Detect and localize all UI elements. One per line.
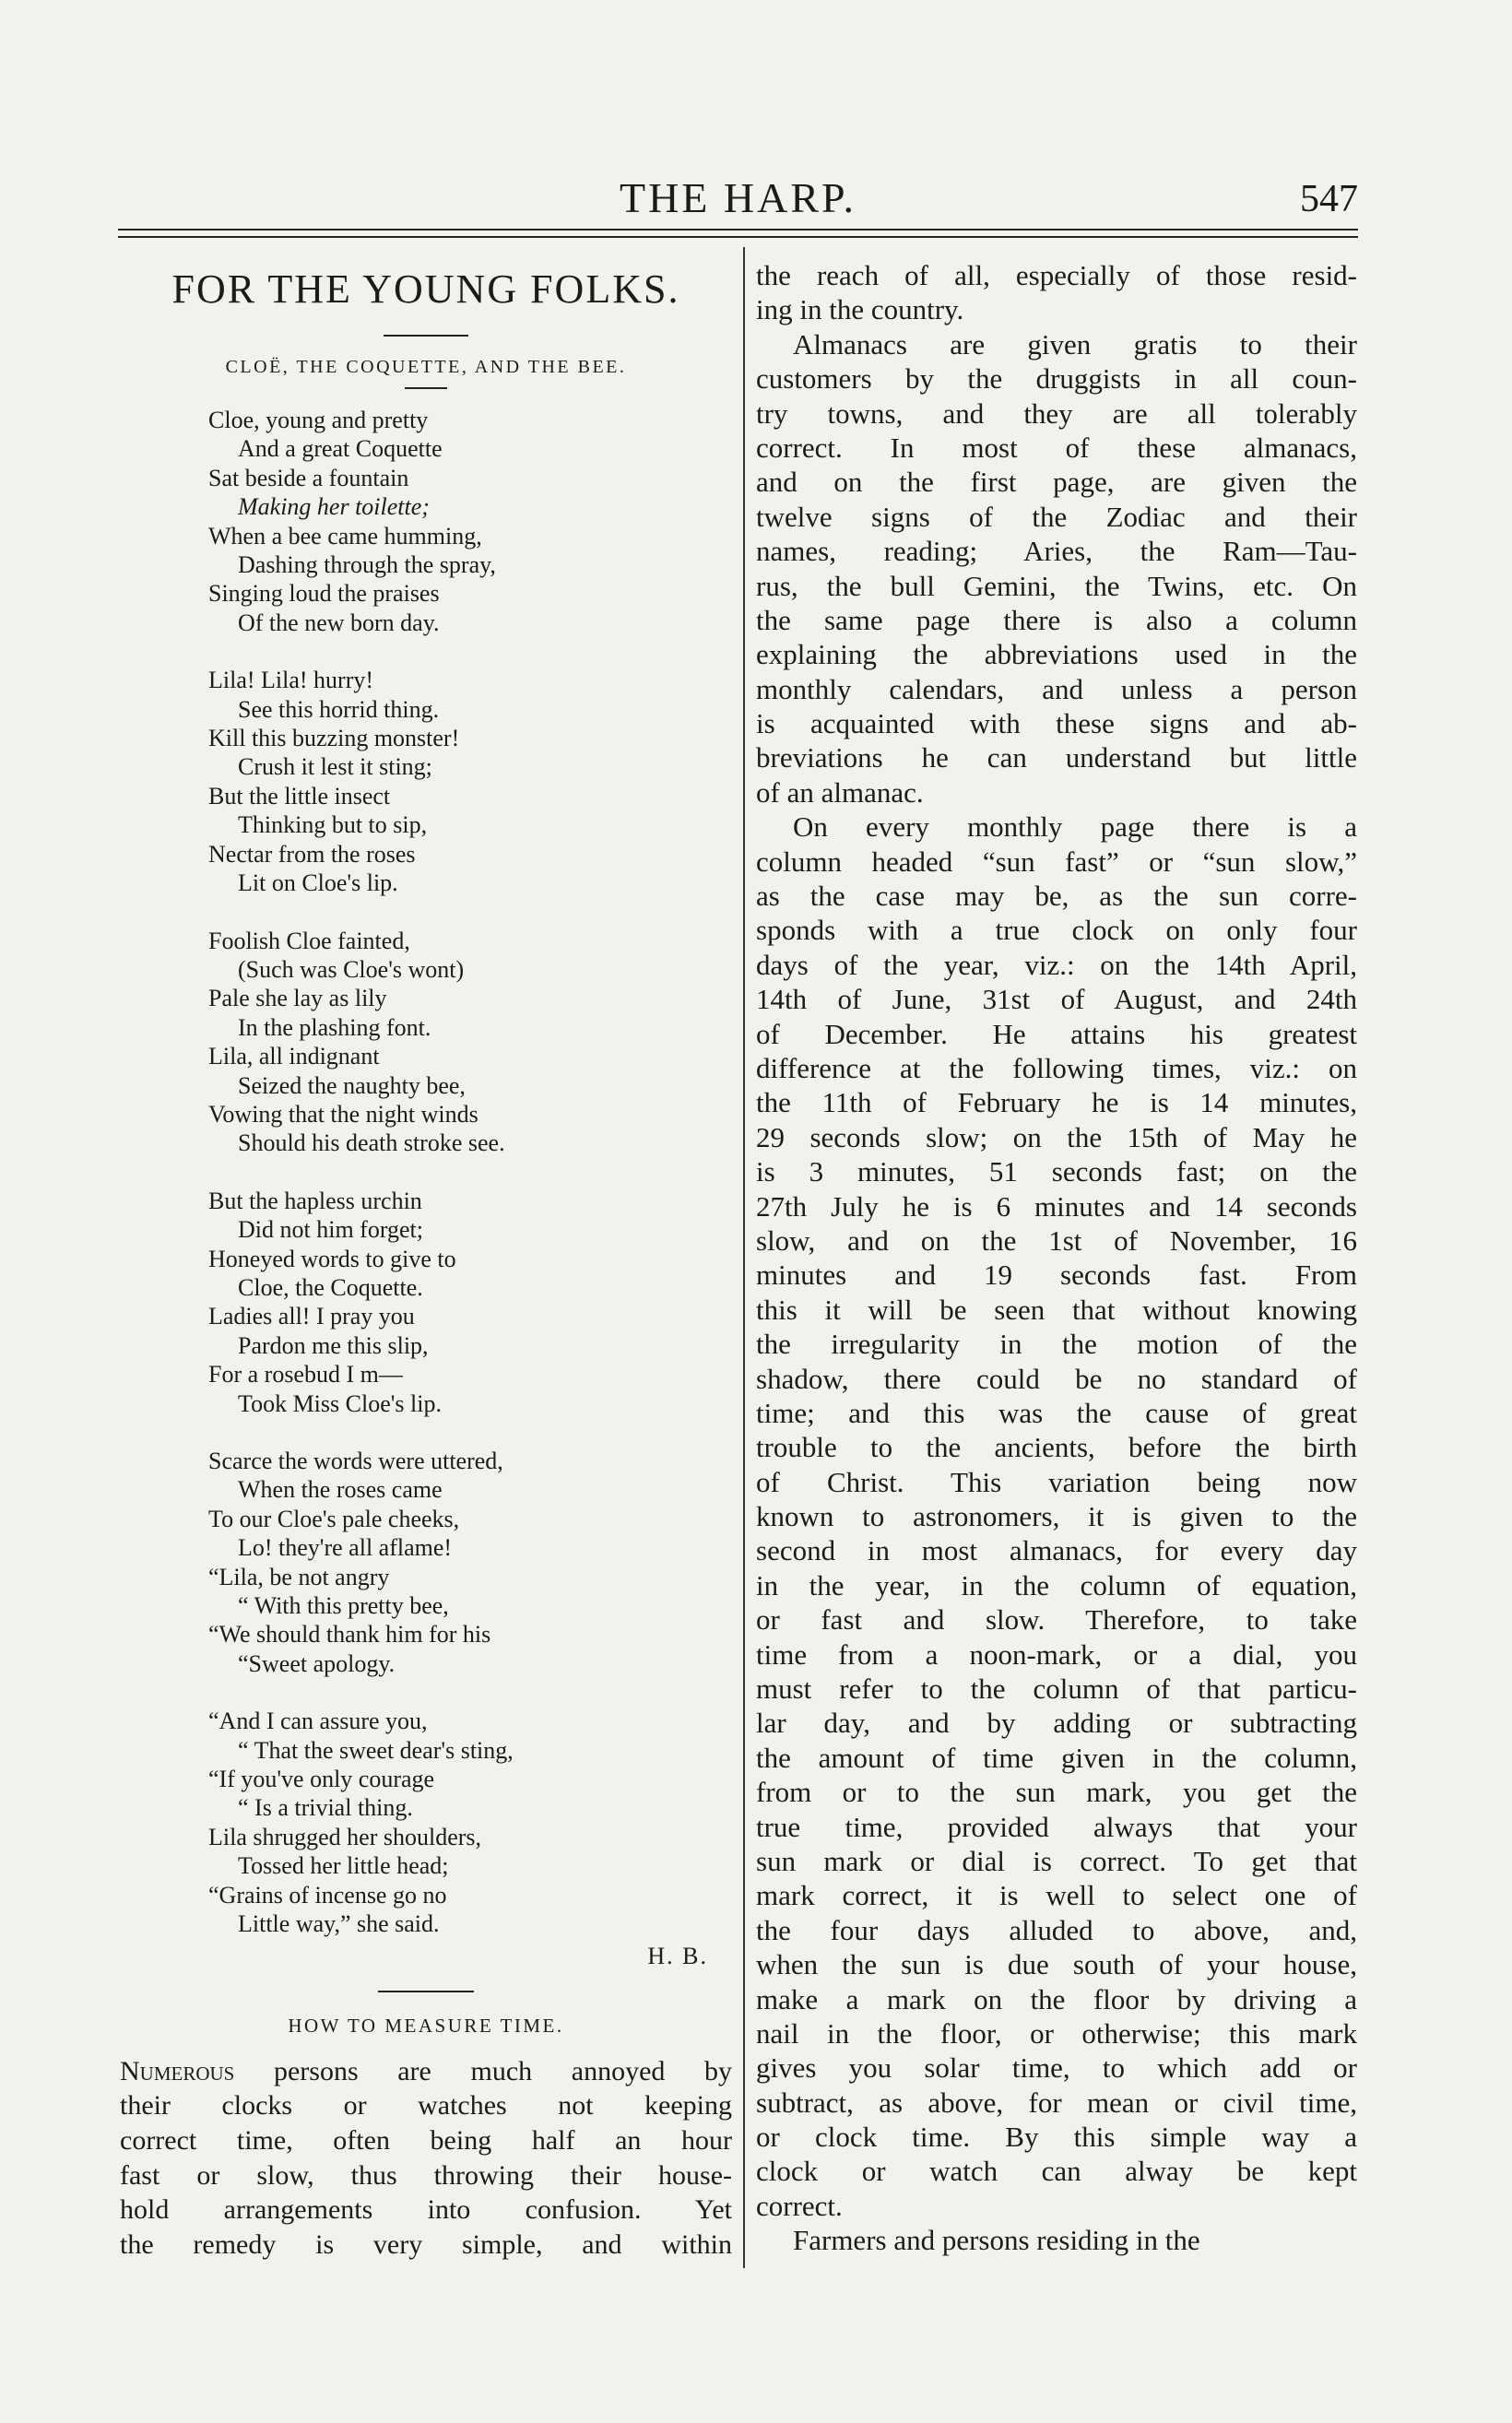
article-line: On every monthly page there is a bbox=[793, 810, 1357, 844]
article-line: the amount of time given in the column, bbox=[756, 1741, 1357, 1774]
poem bbox=[208, 406, 732, 1939]
poem-line: Crush it lest it sting; bbox=[238, 753, 432, 781]
poem-title-rule bbox=[405, 387, 447, 389]
poem-stanza bbox=[208, 1447, 732, 1678]
article-line: slow, and on the 1st of November, 16 bbox=[756, 1223, 1357, 1257]
poem-line: “If you've only courage bbox=[208, 1766, 435, 1793]
poem-line: Little way,” she said. bbox=[238, 1910, 440, 1938]
article-line-text: persons are much annoyed by bbox=[234, 2055, 732, 2086]
article-line: make a mark on the floor by driving a bbox=[756, 1982, 1357, 2015]
article-line: 27th July he is 6 minutes and 14 seconds bbox=[756, 1189, 1357, 1223]
poem-line: Thinking but to sip, bbox=[238, 811, 428, 839]
article-line: as the case may be, as the sun corre- bbox=[756, 880, 1357, 913]
article-line: of December. He attains his greatest bbox=[756, 1017, 1357, 1050]
article-line: second in most almanacs, for every day bbox=[756, 1534, 1357, 1567]
article-line: from or to the sun mark, you get the bbox=[756, 1776, 1357, 1809]
article-body bbox=[120, 2054, 732, 2263]
article-line: the reach of all, especially of those resid- bbox=[756, 259, 1357, 291]
article-line: minutes and 19 seconds fast. From bbox=[756, 1259, 1357, 1292]
poem-line: And a great Coquette bbox=[238, 435, 443, 463]
article-line: the same page there is also a column bbox=[756, 603, 1357, 636]
poem-line: Lila shrugged her shoulders, bbox=[208, 1823, 482, 1850]
poem-line: But the little insect bbox=[208, 782, 391, 810]
poem-line: Nectar from the roses bbox=[208, 840, 416, 868]
poem-line: Foolish Cloe fainted, bbox=[208, 927, 410, 954]
article-line: of an almanac. bbox=[756, 775, 924, 809]
article-first-word: Numerous bbox=[120, 2055, 235, 2086]
poem-line: “ With this pretty bee, bbox=[238, 1592, 449, 1620]
poem-stanza bbox=[208, 1187, 732, 1418]
poem-line: Pardon me this slip, bbox=[238, 1331, 429, 1359]
article-paragraph bbox=[756, 327, 1357, 810]
article-line: the remedy is very simple, and within bbox=[120, 2228, 732, 2260]
article-line: the 11th of February he is 14 minutes, bbox=[756, 1086, 1357, 1119]
article-line: rus, the bull Gemini, the Twins, etc. On bbox=[756, 569, 1357, 602]
article-line: correct. In most of these almanacs, bbox=[756, 431, 1357, 464]
article-line: Farmers and persons residing in the bbox=[793, 2224, 1200, 2257]
article-line: true time, provided always that your bbox=[756, 1810, 1357, 1843]
article-line: lar day, and by adding or subtracting bbox=[756, 1707, 1357, 1740]
article-line: or fast and slow. Therefore, to take bbox=[756, 1603, 1357, 1637]
poem-line: Did not him forget; bbox=[238, 1216, 424, 1244]
article-line: ing in the country. bbox=[756, 293, 964, 326]
article-line: 29 seconds slow; on the 15th of May he bbox=[756, 1120, 1357, 1153]
article-line: column headed “sun fast” or “sun slow,” bbox=[756, 845, 1357, 878]
article-line: explaining the abbreviations used in the bbox=[756, 638, 1357, 671]
article-line: the four days alluded to above, and, bbox=[756, 1913, 1357, 1946]
poem-line: “Sweet apology. bbox=[238, 1649, 396, 1677]
poem-line: Seized the naughty bee, bbox=[238, 1071, 466, 1099]
poem-line: Tossed her little head; bbox=[238, 1852, 449, 1880]
poem-title: CLOË, THE COQUETTE, AND THE BEE. bbox=[225, 357, 627, 377]
poem-line: See this horrid thing. bbox=[238, 695, 440, 723]
poem-line: Lo! they're all aflame! bbox=[238, 1534, 453, 1562]
poem-line: Lila, all indignant bbox=[208, 1043, 380, 1070]
publication-title: THE HARP. bbox=[619, 174, 857, 221]
article-paragraph bbox=[756, 810, 1357, 2223]
poem-line: “We should thank him for his bbox=[208, 1621, 491, 1649]
poem-line: To our Cloe's pale cheeks, bbox=[208, 1505, 460, 1532]
article-line: subtract, as above, for mean or civil time, bbox=[756, 2086, 1357, 2119]
article-line: trouble to the ancients, before the birth bbox=[756, 1431, 1357, 1464]
article-line: correct time, often being half an hour bbox=[120, 2124, 732, 2156]
poem-line: Lit on Cloe's lip. bbox=[238, 869, 398, 897]
poem-line: Lila! Lila! hurry! bbox=[208, 667, 374, 694]
poem-line: Ladies all! I pray you bbox=[208, 1303, 415, 1330]
article-line bbox=[120, 2054, 732, 2089]
article-line: monthly calendars, and unless a person bbox=[756, 672, 1357, 705]
article-line: and on the first page, are given the bbox=[756, 466, 1357, 499]
article-line: breviations he can understand but little bbox=[756, 741, 1357, 774]
article-title: HOW TO MEASURE TIME. bbox=[288, 2014, 564, 2037]
poem-line: “And I can assure you, bbox=[208, 1708, 428, 1735]
poem-line: (Such was Cloe's wont) bbox=[238, 955, 465, 983]
poem-line: “Grains of incense go no bbox=[208, 1881, 447, 1909]
article-line: shadow, there could be no standard of bbox=[756, 1362, 1357, 1395]
article-line: in the year, in the column of equation, bbox=[756, 1568, 1357, 1602]
poem-line: When the roses came bbox=[238, 1476, 443, 1504]
poem-line: “Lila, be not angry bbox=[208, 1563, 390, 1590]
poem-line: For a rosebud I m— bbox=[208, 1361, 403, 1389]
poem-line: Honeyed words to give to bbox=[208, 1245, 456, 1272]
column-divider bbox=[743, 247, 745, 2268]
left-column bbox=[120, 258, 732, 2263]
article-line: sponds with a true clock on only four bbox=[756, 914, 1357, 947]
article-line: gives you solar time, to which add or bbox=[756, 2051, 1357, 2085]
poem-line: Making her toilette; bbox=[238, 493, 430, 521]
article-line: try towns, and they are all tolerably bbox=[756, 396, 1357, 430]
article-line: sun mark or dial is correct. To get that bbox=[756, 1844, 1357, 1877]
poem-stanza bbox=[208, 927, 732, 1158]
poem-stanza bbox=[208, 406, 732, 637]
poem-line: Singing loud the praises bbox=[208, 580, 440, 608]
article-line: 14th of June, 31st of August, and 24th bbox=[756, 983, 1357, 1016]
article-paragraph bbox=[756, 258, 1357, 327]
poem-line: Of the new born day. bbox=[238, 609, 440, 636]
article-line: is acquainted with these signs and ab- bbox=[756, 707, 1357, 740]
article-line: this it will be seen that without knowing bbox=[756, 1293, 1357, 1326]
poem-line: Cloe, the Coquette. bbox=[238, 1273, 423, 1301]
poem-line: Pale she lay as lily bbox=[208, 985, 387, 1012]
poem-line: Cloe, young and pretty bbox=[208, 407, 429, 433]
section-title: FOR THE YOUNG FOLKS. bbox=[171, 266, 680, 312]
article-line: the irregularity in the motion of the bbox=[756, 1328, 1357, 1361]
article-line: their clocks or watches not keeping bbox=[120, 2090, 732, 2122]
article-line: when the sun is due south of your house, bbox=[756, 1948, 1357, 1981]
running-header bbox=[118, 173, 1358, 229]
article-paragraph bbox=[756, 2223, 1357, 2257]
poem-line: Vowing that the night winds bbox=[208, 1100, 478, 1128]
poem-line: When a bee came humming, bbox=[208, 522, 482, 550]
poem-line: Dashing through the spray, bbox=[238, 551, 496, 579]
article-line: fast or slow, thus throwing their house- bbox=[120, 2159, 732, 2191]
article-line: of Christ. This variation being now bbox=[756, 1465, 1357, 1498]
poem-stanza bbox=[208, 1707, 732, 1938]
article-continuation bbox=[756, 258, 1357, 2258]
poem-line: In the plashing font. bbox=[238, 1013, 431, 1041]
poem-line: But the hapless urchin bbox=[208, 1187, 422, 1214]
poem-stanza bbox=[208, 666, 732, 897]
page-number: 547 bbox=[1300, 178, 1358, 220]
article-line: time from a noon-mark, or a dial, you bbox=[756, 1637, 1357, 1671]
article-line: clock or watch can alway be kept bbox=[756, 2155, 1357, 2188]
article-line: twelve signs of the Zodiac and their bbox=[756, 500, 1357, 533]
right-column bbox=[756, 258, 1357, 2258]
article-line: must refer to the column of that particu- bbox=[756, 1672, 1357, 1706]
article-line: names, reading; Aries, the Ram—Tau- bbox=[756, 535, 1357, 568]
section-rule bbox=[384, 335, 468, 337]
header-double-rule bbox=[118, 229, 1358, 238]
poem-line: “ Is a trivial thing. bbox=[238, 1794, 413, 1822]
article-line: Almanacs are given gratis to their bbox=[793, 327, 1357, 360]
article-line: known to astronomers, it is given to the bbox=[756, 1500, 1357, 1533]
article-line: nail in the floor, or otherwise; this mark bbox=[756, 2016, 1357, 2050]
poem-line: Sat beside a fountain bbox=[208, 464, 409, 491]
article-line: days of the year, viz.: on the 14th April, bbox=[756, 948, 1357, 981]
article-line: mark correct, it is well to select one of bbox=[756, 1879, 1357, 1912]
article-separator-rule bbox=[378, 1991, 474, 1992]
article-line: difference at the following times, viz.: on bbox=[756, 1051, 1357, 1084]
article-line: time; and this was the cause of great bbox=[756, 1396, 1357, 1429]
poem-line: Kill this buzzing monster! bbox=[208, 725, 460, 752]
article-line: customers by the druggists in all coun- bbox=[756, 362, 1357, 396]
article-line: correct. bbox=[756, 2189, 843, 2222]
poem-signature: H. B. bbox=[647, 1942, 708, 1969]
poem-line: Should his death stroke see. bbox=[238, 1129, 505, 1157]
article-line: hold arrangements into confusion. Yet bbox=[120, 2194, 732, 2226]
article-line: is 3 minutes, 51 seconds fast; on the bbox=[756, 1155, 1357, 1188]
article-line: or clock time. By this simple way a bbox=[756, 2121, 1357, 2154]
poem-line: “ That the sweet dear's sting, bbox=[238, 1736, 514, 1764]
poem-line: Scarce the words were uttered, bbox=[208, 1448, 503, 1474]
poem-line: Took Miss Cloe's lip. bbox=[238, 1389, 442, 1417]
